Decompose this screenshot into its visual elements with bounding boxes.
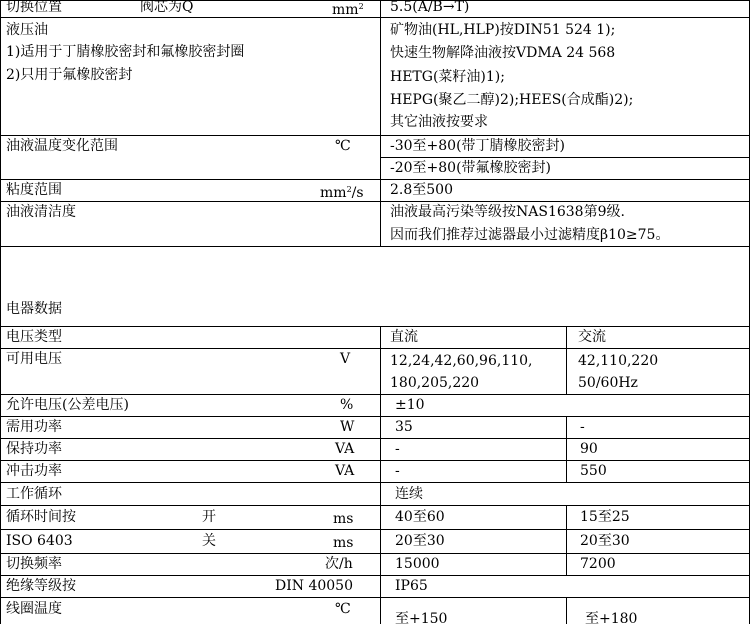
table-border <box>0 505 750 506</box>
coil-temp-ac: 至+180 <box>585 611 638 627</box>
table-border <box>0 438 750 439</box>
table-border <box>0 416 750 417</box>
table-border <box>0 597 750 598</box>
duty-cycle-value: 连续 <box>395 486 423 502</box>
table-border <box>0 246 750 247</box>
table-border <box>0 575 750 576</box>
holding-power-dc: - <box>395 441 400 457</box>
table-border <box>0 394 750 395</box>
voltage-type-label: 电压类型 <box>6 329 62 345</box>
ac-voltage-1: 42,110,220 <box>578 353 659 369</box>
table-border <box>380 157 750 158</box>
cleanliness-value-1: 油液最高污染等级按NAS1638第9级. <box>390 204 625 220</box>
viscosity-value: 2.8至500 <box>390 182 453 198</box>
table-border <box>0 0 750 1</box>
tolerance-unit: % <box>340 397 354 413</box>
fluid-value: HEPG(聚乙二醇)2);HEES(合成酯)2); <box>390 92 634 108</box>
power-required-unit: W <box>340 419 355 435</box>
coil-temp-dc: 至+150 <box>395 611 448 627</box>
area-unit: $mm^2$ <box>332 2 364 18</box>
switch-frequency-ac: 7200 <box>580 556 616 572</box>
dc-header: 直流 <box>390 329 418 345</box>
table-border <box>566 326 567 394</box>
cycle-off-ac: 20至30 <box>580 533 630 549</box>
holding-power-label: 保持功率 <box>6 441 62 457</box>
ac-header: 交流 <box>578 329 606 345</box>
fluid-label: 液压油 <box>6 22 48 38</box>
fluid-value: HETG(菜籽油)1); <box>390 69 505 85</box>
table-border <box>380 326 381 624</box>
dc-voltage-1: 12,24,42,60,96,110, <box>390 353 533 369</box>
insulation-standard: DIN 40050 <box>275 578 353 594</box>
table-border <box>0 17 750 18</box>
switch-frequency-dc: 15000 <box>395 556 440 572</box>
fluid-note-1: 1)适用于丁腈橡胶密封和氟橡胶密封圈 <box>6 44 245 60</box>
ac-voltage-2: 50/60Hz <box>578 375 638 391</box>
fluid-temp-value-1: -30至+80(带丁腈橡胶密封) <box>390 138 566 154</box>
viscosity-label: 粘度范围 <box>6 182 62 198</box>
fluid-temp-value-2: -20至+80(带氟橡胶密封) <box>390 160 552 176</box>
cycle-time-label: 循环时间按 <box>6 509 76 525</box>
power-required-dc: 35 <box>395 419 413 435</box>
tolerance-label: 允许电压(公差电压) <box>6 397 129 413</box>
section-title: 电器数据 <box>6 301 62 317</box>
inrush-power-ac: 550 <box>580 463 607 479</box>
table-border <box>0 348 750 349</box>
coil-temp-unit: ℃ <box>335 601 351 617</box>
cycle-on-state: 开 <box>202 509 216 525</box>
table-border <box>0 460 750 461</box>
inrush-power-dc: - <box>395 463 400 479</box>
viscosity-unit: $mm^2/s$ <box>320 185 364 201</box>
table-border <box>0 326 750 327</box>
cycle-on-ac: 15至25 <box>580 509 630 525</box>
holding-power-ac: 90 <box>580 441 598 457</box>
duty-cycle-label: 工作循环 <box>6 486 62 502</box>
table-border <box>0 553 750 554</box>
cycle-on-dc: 40至60 <box>395 509 445 525</box>
fluid-value: 其它油液按要求 <box>390 114 488 130</box>
power-required-ac: - <box>580 419 585 435</box>
switch-position-label: 切换位置 <box>6 0 62 15</box>
fluid-temp-label: 油液温度变化范围 <box>6 138 118 154</box>
table-border <box>0 201 750 202</box>
iso-label: ISO 6403 <box>6 533 73 549</box>
cycle-off-dc: 20至30 <box>395 533 445 549</box>
tolerance-value: ±10 <box>395 397 425 413</box>
dc-voltage-2: 180,205,220 <box>390 375 480 391</box>
spool-label: 阀芯为Q <box>140 0 194 15</box>
fluid-value: 矿物油(HL,HLP)按DIN51 524 1); <box>390 22 616 38</box>
cycle-off-state: 关 <box>202 533 216 549</box>
voltage-unit: V <box>340 351 351 367</box>
insulation-label: 绝缘等级按 <box>6 578 76 594</box>
holding-power-unit: VA <box>335 441 355 457</box>
table-border <box>0 482 750 483</box>
coil-temp-label: 线圈温度 <box>6 601 62 617</box>
table-border <box>380 0 381 246</box>
table-border <box>566 505 567 575</box>
table-border <box>566 416 567 482</box>
inrush-power-unit: VA <box>335 463 355 479</box>
temp-unit: ℃ <box>335 138 351 154</box>
switch-frequency-label: 切换频率 <box>6 556 62 572</box>
insulation-value: IP65 <box>395 578 428 594</box>
cycle-off-unit: ms <box>333 535 354 551</box>
fluid-note-2: 2)只用于氟橡胶密封 <box>6 67 133 83</box>
cycle-on-unit: ms <box>333 511 354 527</box>
switch-position-value: 5.5(A/B→T) <box>390 0 470 15</box>
voltage-label: 可用电压 <box>6 351 62 367</box>
inrush-power-label: 冲击功率 <box>6 463 62 479</box>
switch-frequency-unit: 次/h <box>325 556 353 572</box>
table-border <box>0 135 750 136</box>
power-required-label: 需用功率 <box>6 419 62 435</box>
table-border <box>0 0 1 624</box>
fluid-value: 快速生物解降油液按VDMA 24 568 <box>390 45 616 61</box>
cleanliness-value-2: 因而我们推荐过滤器最小过滤精度β10≥75。 <box>390 227 670 243</box>
table-border <box>566 597 567 624</box>
table-border <box>0 179 750 180</box>
cleanliness-label: 油液清洁度 <box>6 204 76 220</box>
table-border <box>0 529 750 530</box>
